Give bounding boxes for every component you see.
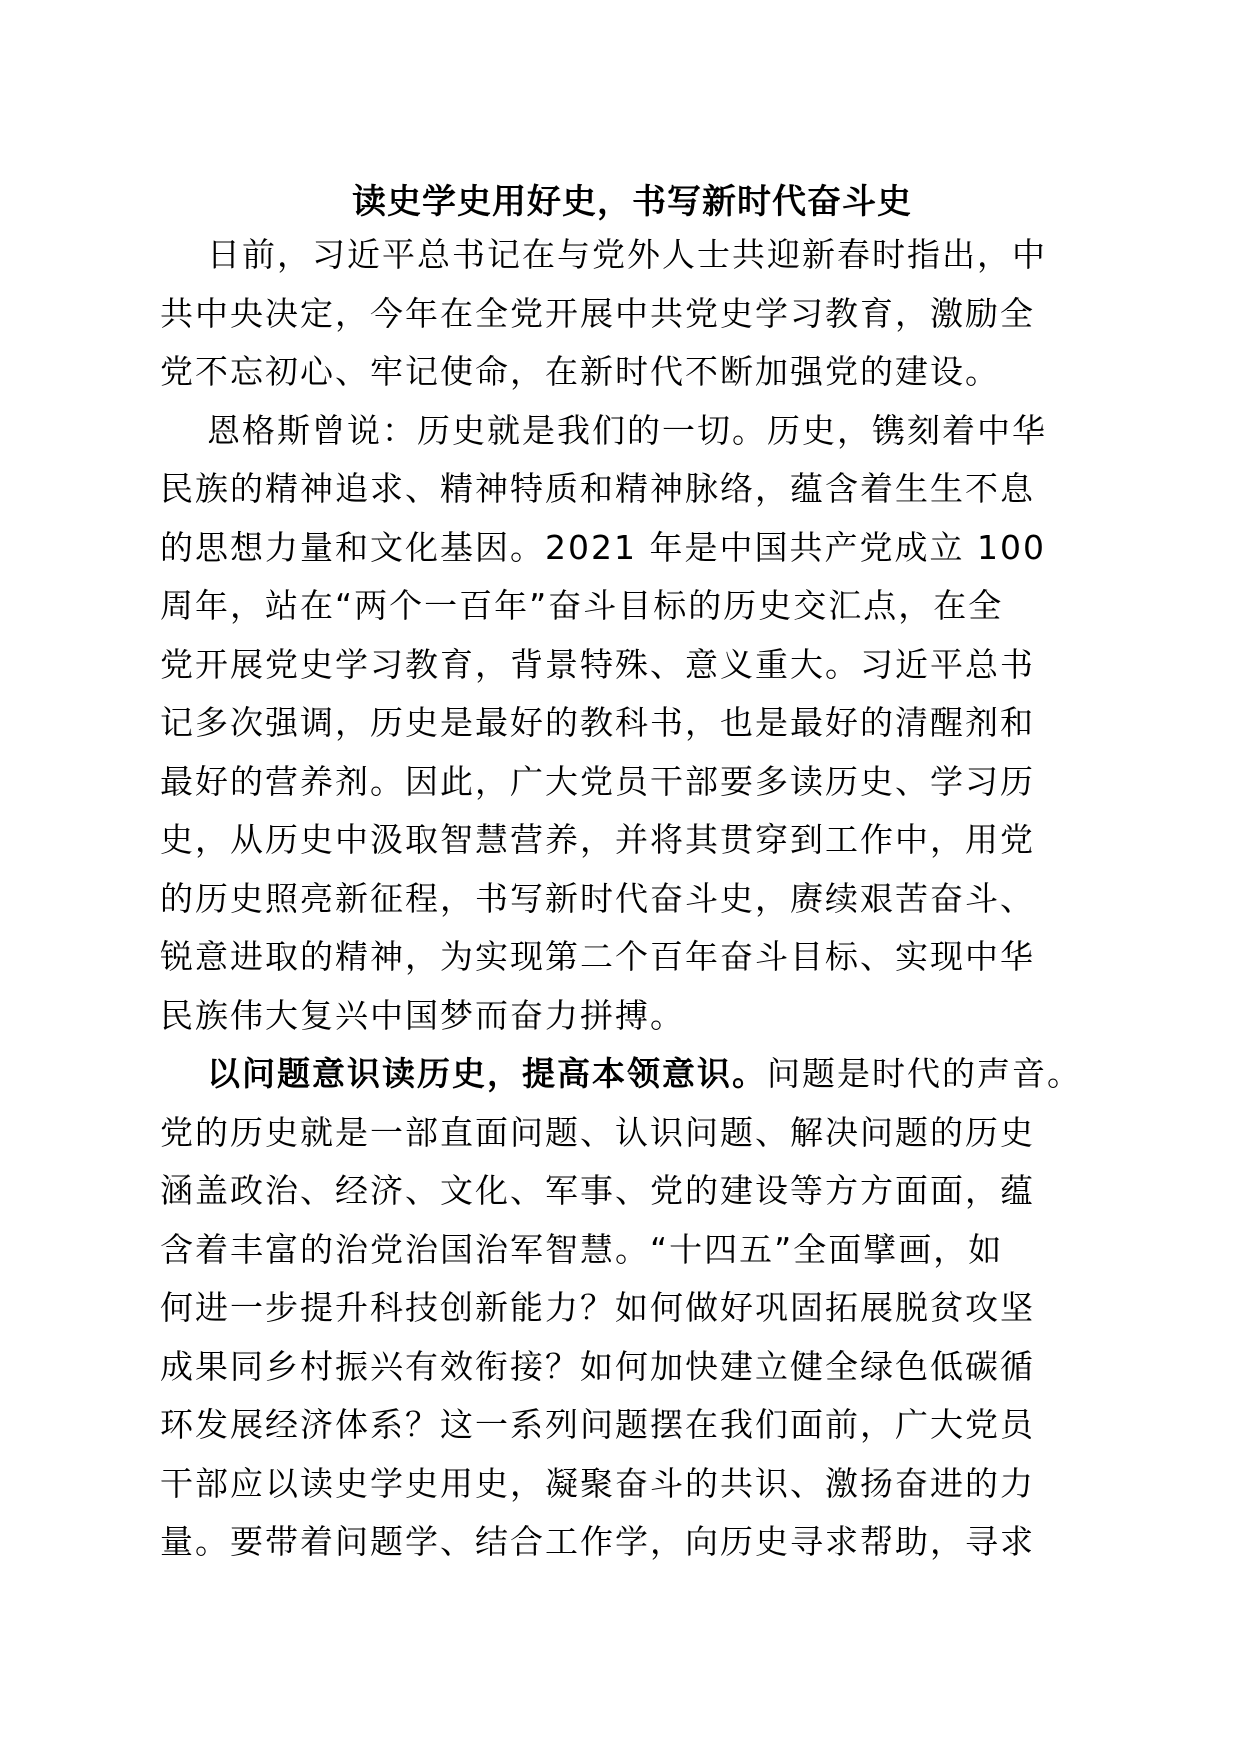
- paragraph-2: [160, 402, 1104, 1046]
- paragraph-line: 的思想力量和文化基因。2021 年是中国共产党成立 100: [160, 527, 1046, 567]
- paragraph-line: 记多次强调，历史是最好的教科书，也是最好的清醒剂和: [160, 703, 1035, 742]
- paragraph-line: 何进一步提升科技创新能力？如何做好巩固拓展脱贫攻坚: [160, 1288, 1035, 1327]
- paragraph-line: 日前，习近平总书记在与党外人士共迎新春时指出，中: [207, 235, 1047, 274]
- paragraph-line: 成果同乡村振兴有效衔接？如何加快建立健全绿色低碳循: [160, 1346, 1035, 1386]
- paragraph-line: 党开展党史学习教育，背景特殊、意义重大。习近平总书: [160, 644, 1035, 684]
- paragraph-first-line: [160, 1045, 1104, 1104]
- paragraph-3: [160, 1045, 1104, 1572]
- paragraph-lead-heading: 以问题意识读历史，提高本领意识。: [207, 1054, 767, 1093]
- paragraph-lead-rest: 问题是时代的声音。: [767, 1054, 1082, 1093]
- paragraph-line: 锐意进取的精神，为实现第二个百年奋斗目标、实现中华: [160, 937, 1035, 976]
- paragraph-line: 恩格斯曾说：历史就是我们的一切。历史，镌刻着中华: [207, 410, 1047, 450]
- paragraph-line: 共中央决定，今年在全党开展中共党史学习教育，激励全: [160, 293, 1035, 333]
- paragraph-line: 民族伟大复兴中国梦而奋力拼搏。: [160, 995, 685, 1035]
- paragraph-line: 党的历史就是一部直面问题、认识问题、解决问题的历史: [160, 1112, 1035, 1152]
- paragraph-line: 史，从历史中汲取智慧营养，并将其贯穿到工作中，用党: [160, 820, 1035, 859]
- paragraph-line: 党不忘初心、牢记使命，在新时代不断加强党的建设。: [160, 352, 1000, 391]
- document-page: [160, 178, 1104, 1572]
- paragraph-line: 量。要带着问题学、结合工作学，向历史寻求帮助，寻求: [160, 1522, 1035, 1561]
- document-title: 读史学史用好史，书写新时代奋斗史: [352, 182, 912, 222]
- paragraph-line: 含着丰富的治党治国治军智慧。“十四五”全面擘画，如: [160, 1229, 1004, 1269]
- paragraph-line: 环发展经济体系？这一系列问题摆在我们面前，广大党员: [160, 1405, 1035, 1444]
- paragraph-1: [160, 226, 1104, 402]
- paragraph-line: 最好的营养剂。因此，广大党员干部要多读历史、学习历: [160, 761, 1035, 801]
- paragraph-line: 民族的精神追求、精神特质和精神脉络，蕴含着生生不息: [160, 469, 1035, 508]
- paragraph-line: 涵盖政治、经济、文化、军事、党的建设等方方面面，蕴: [160, 1171, 1035, 1210]
- paragraph-line: 的历史照亮新征程，书写新时代奋斗史，赓续艰苦奋斗、: [160, 878, 1035, 918]
- paragraph-line: 周年，站在“两个一百年”奋斗目标的历史交汇点，在全: [160, 586, 1004, 625]
- paragraph-line: 干部应以读史学史用史，凝聚奋斗的共识、激扬奋进的力: [160, 1463, 1035, 1503]
